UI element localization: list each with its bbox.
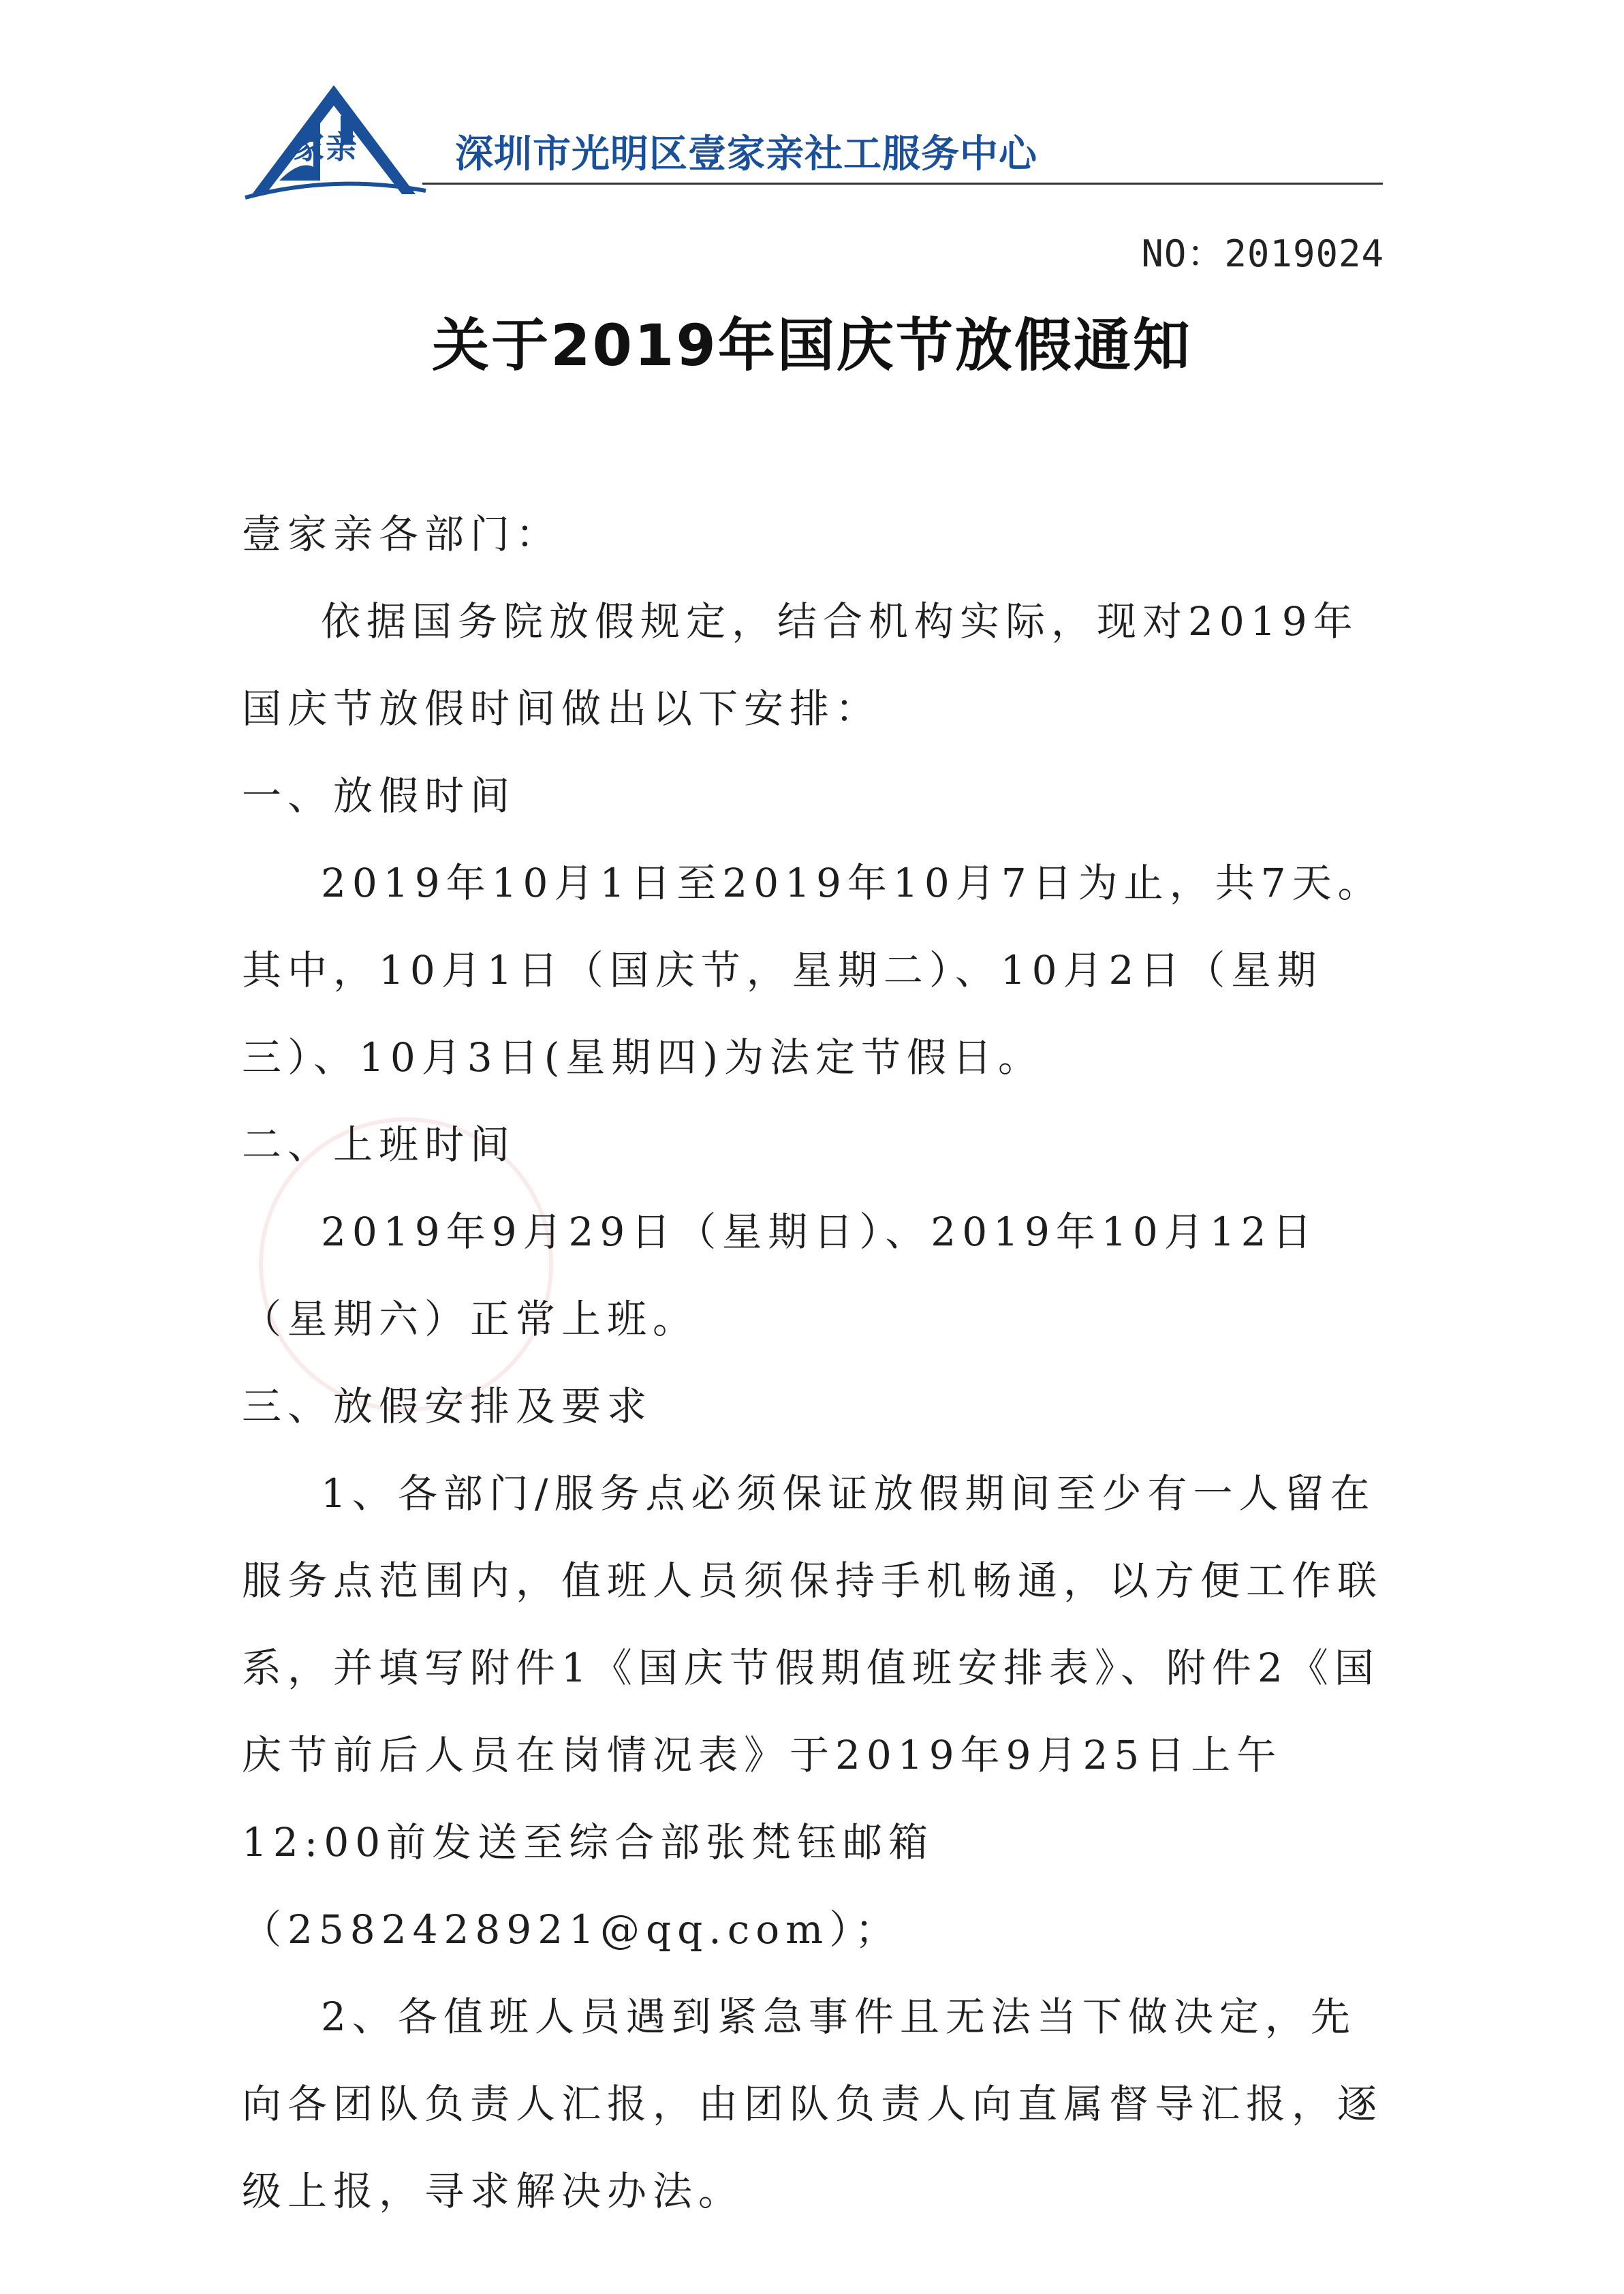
- logo-wordmark: 家亲: [293, 129, 358, 166]
- section-body-1: 2019年10月1日至2019年10月7日为止，共7天。其中，10月1日（国庆节，星期二）、10月2日（星期三）、10月3日(星期四)为法定节假日。: [242, 860, 1384, 1081]
- document-body: [242, 491, 1386, 2235]
- letterhead: [0, 0, 1624, 204]
- section-heading-2: 二、上班时间: [242, 1121, 516, 1168]
- organization-name: 深圳市光明区壹家亲社工服务中心: [455, 132, 1037, 176]
- header-divider: [422, 183, 1383, 185]
- section-heading-1: 一、放假时间: [242, 773, 516, 819]
- salutation: 壹家亲各部门：: [242, 511, 562, 557]
- section-body-2: 2019年9月29日（星期日）、2019年10月12日（星期六）正常上班。: [242, 1209, 1318, 1342]
- document-number: NO：2019024: [1141, 232, 1384, 275]
- section-heading-3: 三、放假安排及要求: [242, 1383, 653, 1429]
- document-title: 关于2019年国庆节放假通知: [432, 312, 1192, 379]
- requirement-item-2: 2、各值班人员遇到紧急事件且无法当下做决定，先向各团队负责人汇报，由团队负责人向直属督导汇报，逐级上报，寻求解决办法。: [242, 1994, 1384, 2214]
- intro-paragraph: 依据国务院放假规定，结合机构实际，现对2019年国庆节放假时间做出以下安排：: [242, 598, 1359, 732]
- requirement-item-1: 1、各部门/服务点必须保证放假期间至少有一人留在服务点范围内，值班人员须保持手机畅通，以方便工作联系，并填写附件1《国庆节假期值班安排表》、附件2《国庆节前后人员在岗情况表》于2019年9月25日上午12:00前发送至综合部张梵钰邮箱（2582428921@qq.com）；: [242, 1470, 1384, 1953]
